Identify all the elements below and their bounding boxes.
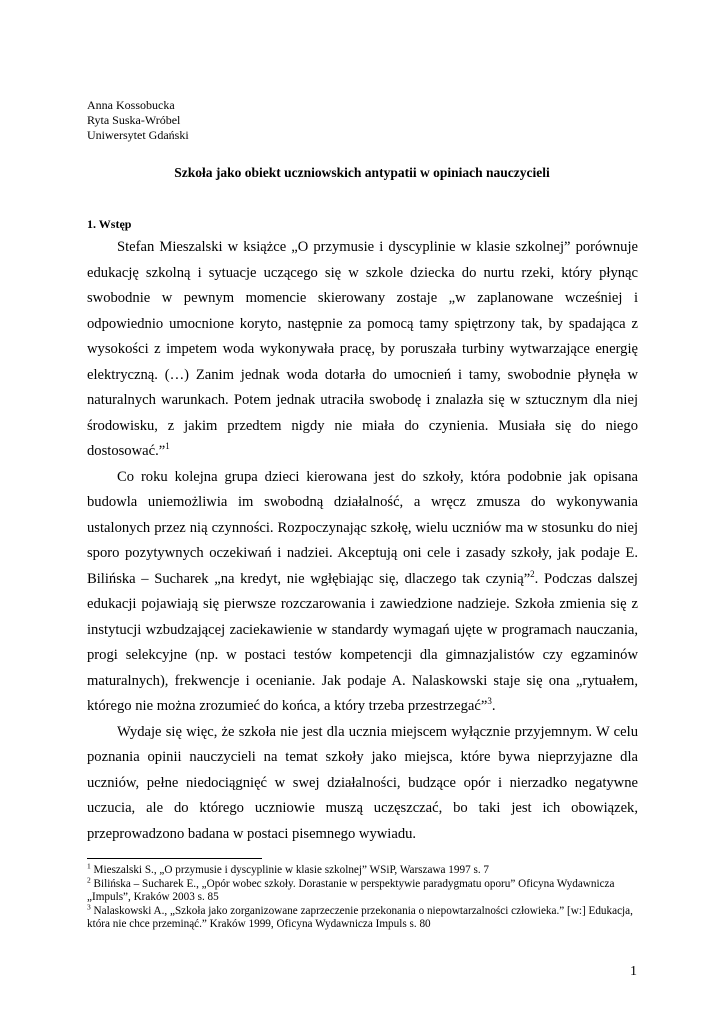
footnotes: [87, 861, 647, 932]
affiliation: Uniwersytet Gdański: [87, 128, 189, 142]
footnote-ref: 2: [530, 568, 535, 579]
author-name: Ryta Suska-Wróbel: [87, 113, 181, 127]
paragraph: [87, 465, 638, 720]
paragraph-text: . Podczas dalszej edukacji pojawiają się pierwsze rozczarowania i zawiedzione nadzieje. Szkoła zmienia się z instytucji wzbudzającej zaciekawienie w standardy wymagań ujęte w programach nauczania, progi selekcyjne (np. w postaci testów kompetencji dla gimnazjalistów czy egzaminów maturalnych), frekwencje i ocenianie. Jak podaje A. Nalaskowski staje się ona „rytuałem, którego nie można zrozumieć do końca, a który trzeba przestrzegać”: [87, 570, 638, 714]
footnote-number: 2: [87, 874, 91, 884]
author-name: Anna Kossobucka: [87, 98, 175, 112]
footnote-number: 1: [87, 861, 91, 871]
footnote-separator: [87, 858, 262, 859]
footnote-ref: 3: [487, 696, 492, 707]
footnote-text: Bilińska – Sucharek E., „Opór wobec szkoły. Dorastanie w perspektywie paradygmatu oporu” Oficyna Wydawnicza „Impuls”, Kraków 2003 s. 85: [87, 877, 615, 903]
paragraph: [87, 235, 638, 465]
footnote-text: Nalaskowski A., „Szkoła jako zorganizowane zaprzeczenie przekonania o niepowtarzalności człowieka.” [w:] Edukacja, która nie chce przeminąć.” Kraków 1999, Oficyna Wydawnicza Impuls s. 80: [87, 904, 633, 930]
paragraph-text: Co roku kolejna grupa dzieci kierowana jest do szkoły, która podobnie jak opisana budowla uniemożliwia im swobodną działalność, a wręcz zmusza do wykonywania ustalonych przez nią czynności. Rozpoczynając szkołę, wielu uczniów ma w stosunku do niej sporo pozytywnych oczekiwań i nadziei. Akceptują oni cele i zasady szkoły, jak podaje E. Bilińska – Sucharek „na kredyt, nie wgłębiając się, dlaczego tak czynią”: [87, 468, 638, 587]
footnote: [87, 861, 647, 878]
footnote: [87, 874, 647, 905]
paragraph-text: Stefan Mieszalski w książce „O przymusie i dyscyplinie w klasie szkolnej” porównuje edukację szkolną i sytuacje uczącego się w szkole dziecka do nurtu rzeki, który płynąc swobodnie w pewnym momencie skierowany zostaje „w zaplanowane wcześniej i odpowiednio umocnione koryto, następnie za pomocą tamy spiętrzony tak, by spadająca z wysokości z impetem woda wykonywała pracę, by poruszała turbiny wytwarzające energię elektryczną. (…) Zanim jednak woda dotarła do umocnień i tamy, swobodnie płynęła w naturalnych warunkach. Potem jednak utraciła swobodę i znalazła się w sztucznym dla niej środowisku, z jakim przedtem nigdy nie miała do czynienia. Musiała się do niego dostosować.”: [87, 239, 638, 459]
section-heading: 1. Wstęp: [87, 217, 132, 231]
author-block: [87, 98, 189, 143]
footnote-number: 3: [87, 901, 91, 911]
page-number: 1: [630, 964, 637, 979]
paragraph-text: Wydaje się więc, że szkoła nie jest dla ucznia miejscem wyłącznie przyjemnym. W celu poznania opinii nauczycieli na temat szkoły jako miejsca, które bywa nieprzyjazne dla uczniów, pełne niedociągnięć w swej działalności, budzące opór i nierzadko negatywne uczucia, ale do którego uczniowie muszą uczęszczać, bo taki jest ich obowiązek, przeprowadzono badana w postaci pisemnego wywiadu.: [87, 723, 638, 842]
paragraph-text: .: [491, 698, 496, 714]
footnote-text: Mieszalski S., „O przymusie i dyscyplinie w klasie szkolnej” WSiP, Warszawa 1997 s. 7: [90, 864, 490, 876]
document-title: Szkoła jako obiekt uczniowskich antypatii w opiniach nauczycieli: [174, 165, 550, 180]
footnote: [87, 901, 647, 932]
paragraph: [87, 720, 638, 848]
footnote-ref: 1: [165, 441, 170, 452]
body-text: [87, 235, 638, 847]
